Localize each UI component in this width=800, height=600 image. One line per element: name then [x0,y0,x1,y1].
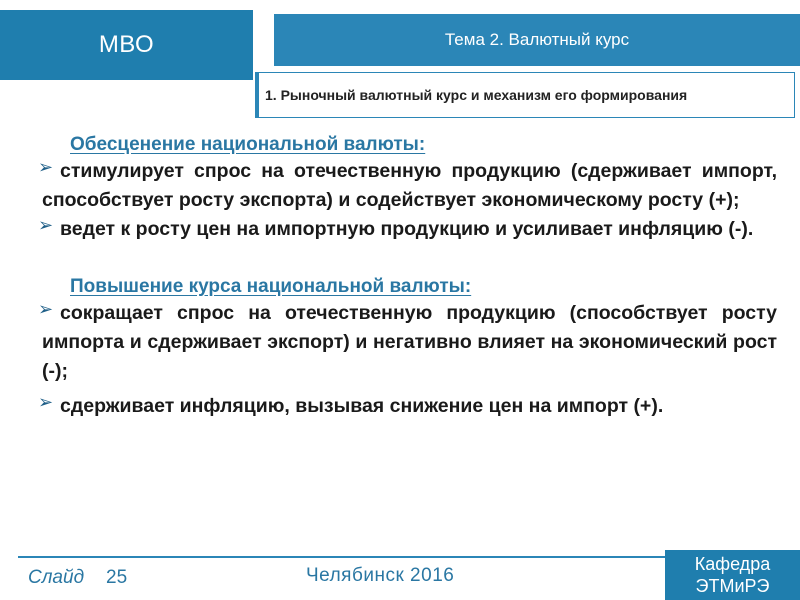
bullet-text: сдерживает инфляцию, вызывая снижение цен на импорт (+). [60,395,664,417]
course-title: МВО [98,31,155,58]
section-heading-appreciation: Повышение курса национальной валюты: [70,276,472,297]
course-title-box [0,10,253,80]
arrowhead-bullet-icon: ➢ [38,392,54,412]
section-heading-devaluation: Обесценение национальной валюты: [70,134,426,155]
city-year: Челябинск 2016 [306,565,455,586]
list-item [38,392,777,421]
subtopic-box [255,72,795,118]
slide-label: Слайд [28,567,85,588]
slide-content [38,130,777,421]
bullet-text: сокращает спрос на отечественную продукцию (способствует росту импорта и сдерживает экспорт) и негативно влияет на экономический рост (-); [42,302,777,382]
department-line-1: Кафедра [694,554,771,574]
topic-box [274,14,800,66]
arrowhead-bullet-icon: ➢ [38,299,54,319]
arrowhead-bullet-icon: ➢ [38,215,54,235]
footer-divider [18,556,668,558]
subtopic-title: 1. Рыночный валютный курс и механизм его формирования [265,87,688,103]
department-line-2: ЭТМиРЭ [695,576,770,596]
topic-title: Тема 2. Валютный курс [444,30,630,49]
slide-number: 25 [106,567,128,588]
list-item [38,215,777,244]
department-box [665,550,800,600]
arrowhead-bullet-icon: ➢ [38,157,54,177]
list-item [38,157,777,215]
bullet-text: стимулирует спрос на отечественную продукцию (сдерживает импорт, способствует росту экспорта) и содействует экономическому росту (+); [42,160,777,211]
bullet-text: ведет к росту цен на импортную продукцию и усиливает инфляцию (-). [60,218,754,240]
list-item [38,299,777,386]
